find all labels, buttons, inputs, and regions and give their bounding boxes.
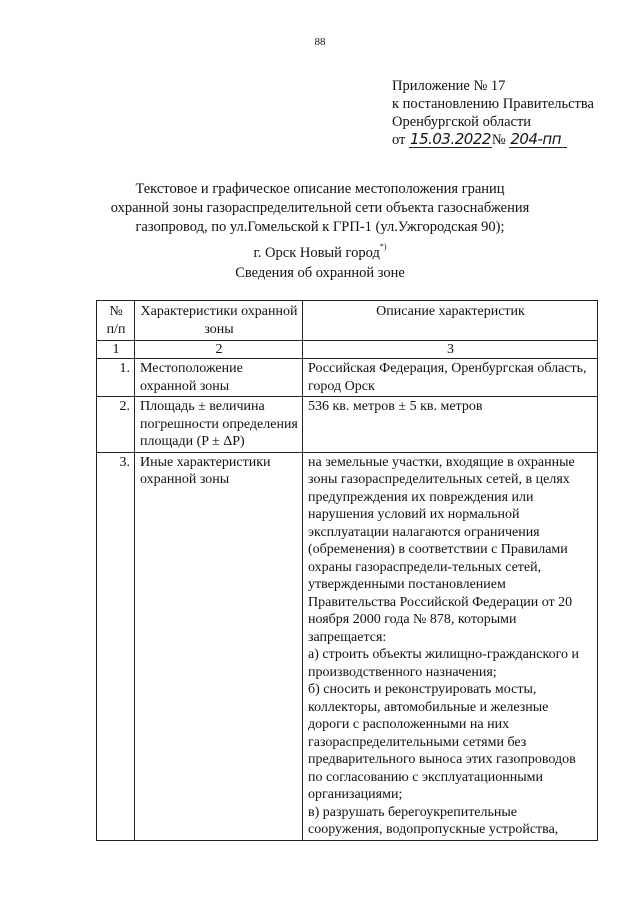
appendix-header — [392, 77, 594, 149]
row-characteristic: Иные характеристики охранной зоны — [135, 452, 303, 840]
description-paragraph: на земельные участки, входящие в охранные зоны газораспределительных сетей, в целях предупреждения их повреждения или нарушения условий их нормальной эксплуатации налагаются ограничения (обременения) в соответствии с Правилами охраны газораспредели-тельных сетей, утвержденными постановлением Правительства Российской Федерации от 20 ноября 2000 года № 878, которыми запрещается: — [308, 454, 575, 645]
table-row — [97, 452, 598, 840]
number-sign: № — [491, 132, 506, 148]
zone-info-table — [96, 300, 598, 841]
handwritten-number: 204-пп — [509, 132, 567, 148]
restriction-item-a: а) строить объекты жилищно-гражданского и производственного назначения; — [308, 647, 579, 680]
column-number-2: 2 — [135, 341, 303, 359]
row-number: 2. — [97, 397, 135, 453]
handwritten-date: 15.03.2022 — [410, 130, 491, 148]
row-characteristic: Площадь ± величина погрешности определения площади (P ± ΔP) — [135, 397, 303, 453]
footnote-mark: *) — [379, 242, 387, 251]
column-number-3: 3 — [303, 341, 598, 359]
column-number-row — [97, 341, 598, 359]
appendix-line-2: к постановлению Правительства — [392, 96, 594, 112]
title-line-1: Текстовое и графическое описание местоположения границ — [135, 181, 505, 197]
title-line-3: газопровод, по ул.Гомельской к ГРП-1 (ул.Ужгородская 90); — [135, 219, 505, 235]
page-number: 88 — [314, 36, 326, 48]
appendix-line-1: Приложение № 17 — [392, 78, 506, 94]
column-number-1: 1 — [97, 341, 135, 359]
header-characteristics: Характеристики охранной зоны — [135, 301, 303, 341]
restriction-item-c: в) разрушать берегоукрепительные сооружения, водопропускные устройства, — [308, 804, 559, 837]
row-description: Российская Федерация, Оренбургская область, город Орск — [303, 359, 598, 397]
title-line-4-wrap — [100, 237, 540, 263]
table-row — [97, 397, 598, 453]
header-number: № п/п — [97, 301, 135, 341]
table-row — [97, 359, 598, 397]
row-number: 3. — [97, 452, 135, 840]
date-prefix: от — [392, 132, 406, 148]
row-description: 536 кв. метров ± 5 кв. метров — [303, 397, 598, 453]
restriction-item-b: б) сносить и реконструировать мосты, коллекторы, автомобильные и железные дороги с расположенными на них газораспределительными сетями без предварительного выноса этих газопроводов по согласованию с эксплуатационными организациями; — [308, 682, 576, 802]
title-line-4: г. Орск Новый город — [253, 245, 380, 261]
header-description: Описание характеристик — [303, 301, 598, 341]
document-title — [100, 180, 540, 263]
row-characteristic: Местоположение охранной зоны — [135, 359, 303, 397]
appendix-line-3: Оренбургской области — [392, 114, 532, 130]
row-description — [303, 452, 598, 840]
row-number: 1. — [97, 359, 135, 397]
appendix-date-line — [392, 131, 594, 149]
table-header-row — [97, 301, 598, 341]
title-line-2: охранной зоны газораспределительной сети объекта газоснабжения — [110, 200, 530, 216]
section-subtitle: Сведения об охранной зоне — [235, 265, 405, 281]
